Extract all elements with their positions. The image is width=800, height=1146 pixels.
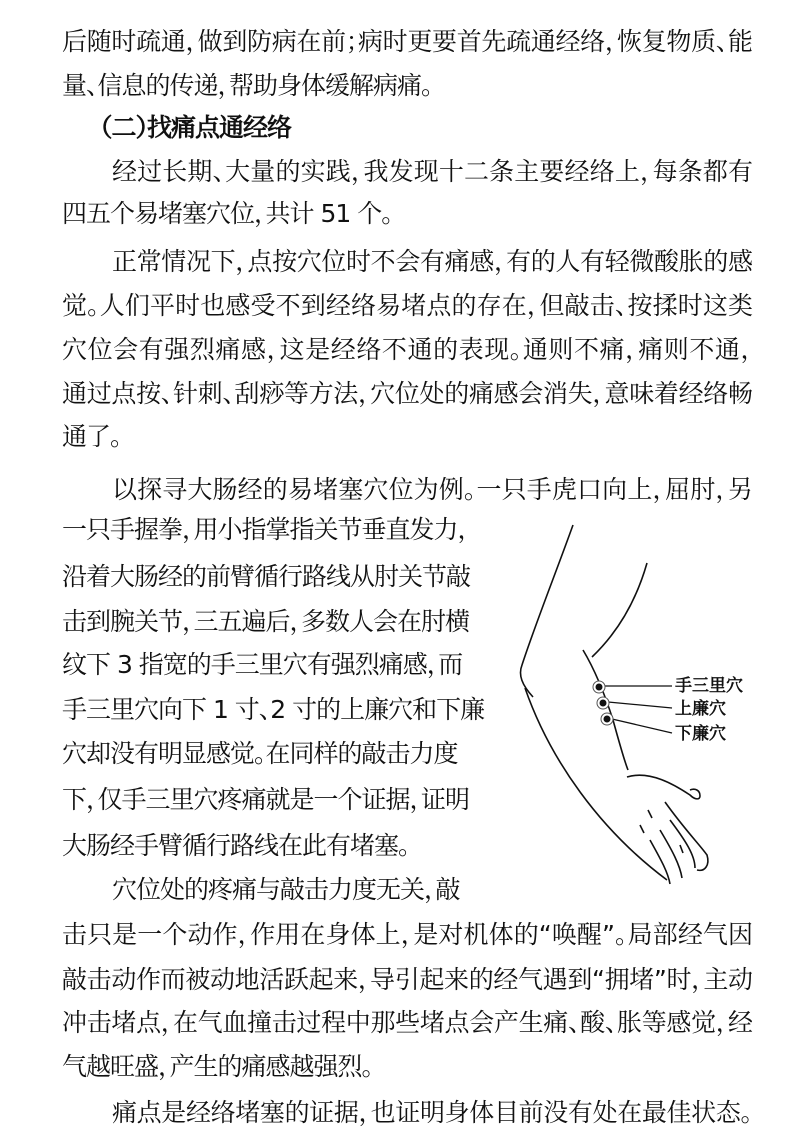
text-line: 觉。人们平时也感受不到经络易堵点的存在，但敲击、按揉时这类	[62, 291, 752, 320]
text-line: 穴位会有强烈痛感，这是经络不通的表现。通则不痛，痛则不通，	[62, 335, 752, 364]
text-line: 通过点按、针刺、刮痧等方法，穴位处的痛感会消失，意味着经络畅	[62, 379, 752, 408]
text-line: 沿着大肠经的前臂循行路线从肘关节敲	[62, 562, 471, 591]
text-line: 以探寻大肠经的易堵塞穴位为例。一只手虎口向上，屈肘，另	[112, 475, 752, 504]
text-line: 痛点是经络堵塞的证据，也证明身体目前没有处在最佳状态。	[112, 1098, 752, 1127]
text-line: 大肠经手臂循行路线在此有堵塞。	[62, 831, 410, 860]
text-line: 纹下 3 指宽的手三里穴有强烈痛感，而	[62, 650, 463, 679]
text-line: 后随时疏通，做到防病在前；病时更要首先疏通经络，恢复物质、能	[62, 27, 752, 56]
text-line: 气越旺盛，产生的痛感越强烈。	[62, 1052, 374, 1081]
text-line: 经过长期、大量的实践，我发现十二条主要经络上，每条都有	[112, 157, 752, 186]
text-line: 通了。	[62, 422, 122, 451]
text-line: 一只手握拳，用小指掌指关节垂直发力，	[62, 515, 470, 544]
arm-acupoint-figure	[500, 500, 800, 890]
section-heading: （二）找痛点通经络	[100, 113, 292, 142]
label-shousanli: 手三里穴	[675, 676, 743, 696]
text-line: 下，仅手三里穴疼痛就是一个证据，证明	[62, 785, 470, 814]
text-line: 量、信息的传递，帮助身体缓解病痛。	[62, 71, 433, 100]
text-line: 击只是一个动作，作用在身体上，是对机体的“唤醒”。局部经气因	[62, 920, 752, 949]
text-line: 穴却没有明显感觉。在同样的敲击力度	[62, 739, 458, 768]
label-xialian: 下廉穴	[675, 724, 726, 744]
text-line: 穴位处的疼痛与敲击力度无关，敲	[112, 875, 460, 904]
text-line: 四五个易堵塞穴位，共计 51 个。	[62, 199, 393, 228]
text-line: 手三里穴向下 1 寸、2 寸的上廉穴和下廉	[62, 695, 485, 724]
arm-illustration	[500, 500, 800, 890]
text-line: 敲击动作而被动地活跃起来，导引起来的经气遇到“拥堵”时，主动	[62, 965, 752, 994]
text-line: 击到腕关节，三五遍后，多数人会在肘横	[62, 607, 470, 636]
acupoint-markers	[593, 681, 613, 725]
text-line: 冲击堵点，在气血撞击过程中那些堵点会产生痛、酸、胀等感觉，经	[62, 1008, 752, 1037]
text-line: 正常情况下，点按穴位时不会有痛感，有的人有轻微酸胀的感	[112, 247, 752, 276]
label-shanglian: 上廉穴	[675, 699, 726, 719]
